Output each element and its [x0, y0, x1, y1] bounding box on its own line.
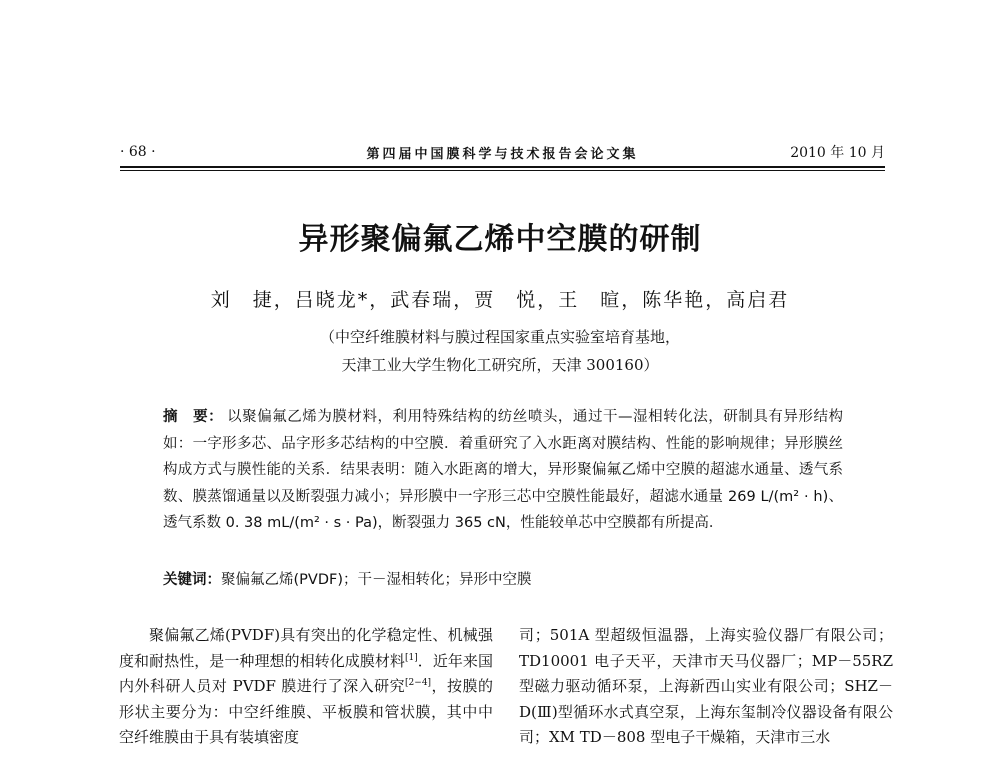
abstract [163, 404, 843, 537]
issue-date: 2010 年 10 月 [790, 145, 885, 161]
keywords [163, 568, 843, 592]
header-rule-thick [120, 166, 885, 168]
affiliation-line-2: 天津工业大学生物化工研究所，天津 300160） [341, 356, 659, 374]
intro-text-3: ，按膜的形状主要分为：中空纤维膜、平板膜和管状膜，其中中空纤维膜由于具有装填密度 [119, 677, 493, 746]
keywords-label: 关键词： [163, 572, 221, 588]
keywords-text: 聚偏氟乙烯(PVDF)；干－湿相转化；异形中空膜 [221, 572, 532, 588]
intro-text-1: 聚偏氟乙烯(PVDF)具有突出的化学稳定性、机械强度和耐热性，是一种理想的相转化成膜材料 [119, 626, 493, 670]
header-rule-thin [120, 170, 885, 171]
paper-title: 异形聚偏氟乙烯中空膜的研制 [298, 222, 702, 257]
author-list: 刘 捷，吕晓龙*，武春瑞，贾 悦，王 暄，陈华艳，高启君 [210, 289, 790, 311]
citation-ref: [1] [404, 652, 418, 663]
citation-ref: [2−4] [405, 678, 432, 688]
body-column-right [519, 623, 893, 751]
intro-text-2: ．近年来国内外科研人员对 PVDF 膜进行了深入研究 [119, 651, 493, 695]
abstract-label: 摘 要： [163, 409, 224, 425]
affiliation-line-1: （中空纤维膜材料与膜过程国家重点实验室培育基地， [319, 328, 680, 346]
abstract-text: 以聚偏氟乙烯为膜材料，利用特殊结构的纺丝喷头，通过干—湿相转化法，研制具有异形结构如：一字形多芯、品字形多芯结构的中空膜．着重研究了入水距离对膜结构、性能的影响规律；异形膜丝构成方式与膜性能的关系．结果表明：随入水距离的增大，异形聚偏氟乙烯中空膜的超滤水通量、透气系数、膜蒸馏通量以及断裂强力减小；异形膜中一字形三芯中空膜性能最好，超滤水通量 269 L/(m² · h)、透气系数 0. 38 mL/(m² · s · Pa)，断裂强力 365 cN，性能较单芯中空膜都有所提高． [163, 409, 844, 531]
body-column-left [119, 623, 493, 751]
materials-text: 司；501A 型超级恒温器，上海实验仪器厂有限公司；TD10001 电子天平，天津市天马仪器厂；MP－55RZ 型磁力驱动循环泵，上海新西山实业有限公司；SHZ－D(Ⅲ)型循环水式真空泵，上海东玺制冷仪器设备有限公司；XM TD－808 型电子干燥箱，天津市三水 [519, 626, 893, 746]
running-header [120, 140, 885, 164]
page-number: · 68 · [120, 144, 156, 160]
journal-name: 第四届中国膜科学与技术报告会论文集 [366, 146, 639, 162]
